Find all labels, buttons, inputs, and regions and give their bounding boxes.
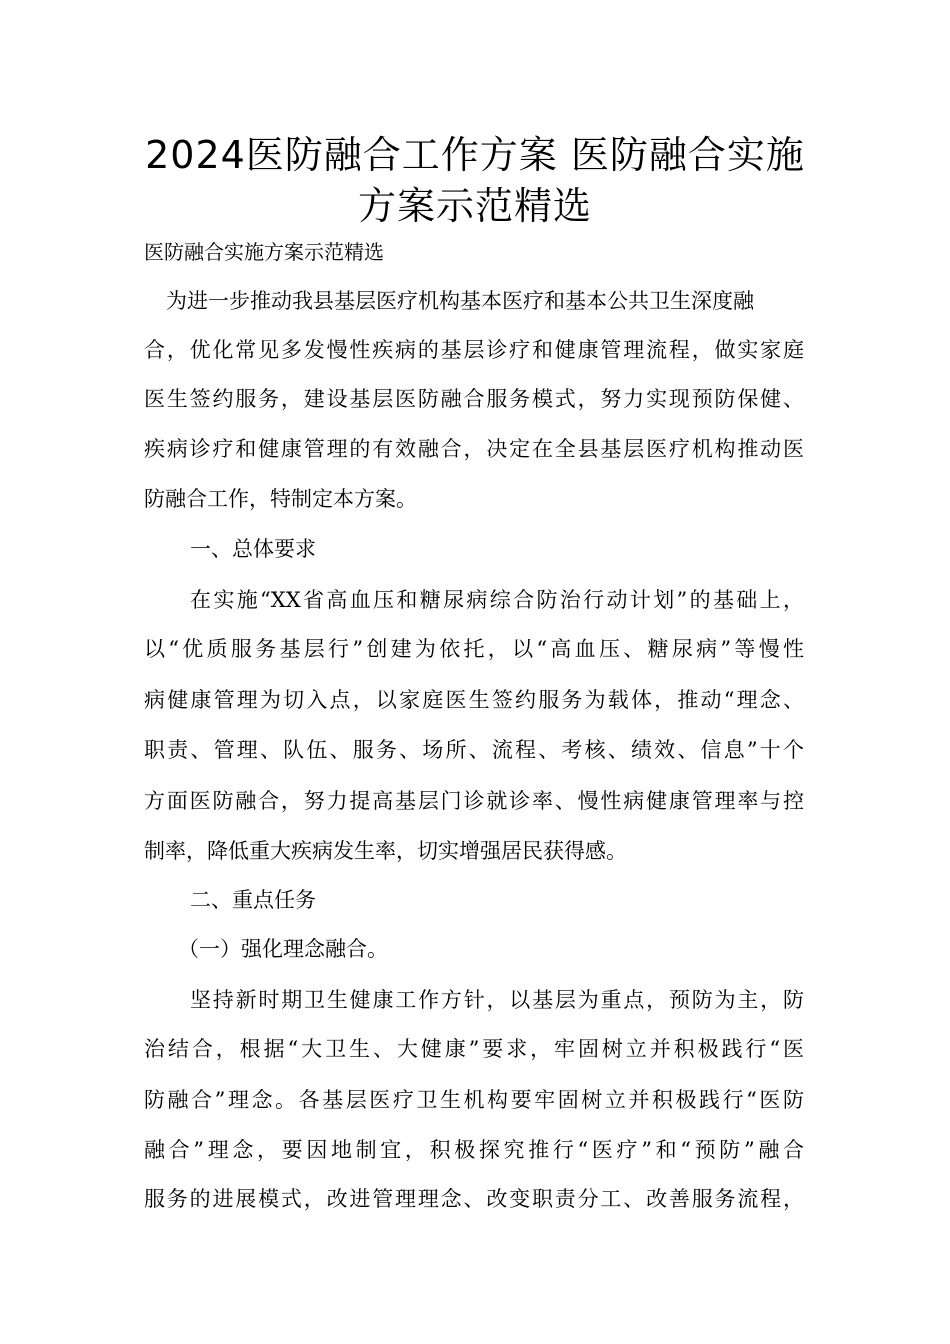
section-heading: 二、重点任务 xyxy=(190,888,316,912)
document-subtitle: 医防融合实施方案示范精选 xyxy=(144,240,384,264)
paragraph-line: 以“优质服务基层行”创建为依托，以“高血压、糖尿病”等慢性 xyxy=(144,637,804,661)
paragraph-line: 治结合，根据“大卫生、大健康”要求，牢固树立并积极践行“医 xyxy=(144,1037,804,1061)
paragraph-line: 融合”理念，要因地制宜，积极探究推行“医疗”和“预防”融合 xyxy=(144,1138,804,1162)
paragraph-line: 职责、管理、队伍、服务、场所、流程、考核、绩效、信息”十个 xyxy=(144,738,804,762)
paragraph-line: 在实施“XX省高血压和糖尿病综合防治行动计划”的基础上， xyxy=(190,588,804,612)
paragraph-line: 医生签约服务，建设基层医防融合服务模式，努力实现预防保健、 xyxy=(144,387,804,411)
subsection-heading: （一）强化理念融合。 xyxy=(178,937,388,961)
paragraph-line: 疾病诊疗和健康管理的有效融合，决定在全县基层医疗机构推动医 xyxy=(144,437,804,461)
paragraph-line: 制率，降低重大疾病发生率，切实增强居民获得感。 xyxy=(144,839,627,863)
document-title-line-1: 2024医防融合工作方案 医防融合实施 xyxy=(145,133,805,177)
paragraph-line: 防融合”理念。各基层医疗卫生机构要牢固树立并积极践行“医防 xyxy=(144,1088,804,1112)
paragraph-line: 为进一步推动我县基层医疗机构基本医疗和基本公共卫生深度融 xyxy=(166,289,754,313)
paragraph-line: 服务的进展模式，改进管理理念、改变职责分工、改善服务流程， xyxy=(144,1187,804,1211)
paragraph-line: 病健康管理为切入点，以家庭医生签约服务为载体，推动“理念、 xyxy=(144,688,804,712)
paragraph-line: 防融合工作，特制定本方案。 xyxy=(144,487,417,511)
paragraph-line: 合，优化常见多发慢性疾病的基层诊疗和健康管理流程，做实家庭 xyxy=(144,338,804,362)
paragraph-line: 坚持新时期卫生健康工作方针，以基层为重点，预防为主，防 xyxy=(190,988,804,1012)
paragraph-line: 方面医防融合，努力提高基层门诊就诊率、慢性病健康管理率与控 xyxy=(144,789,804,813)
section-heading: 一、总体要求 xyxy=(190,537,316,561)
document-title-line-2: 方案示范精选 xyxy=(357,184,592,228)
